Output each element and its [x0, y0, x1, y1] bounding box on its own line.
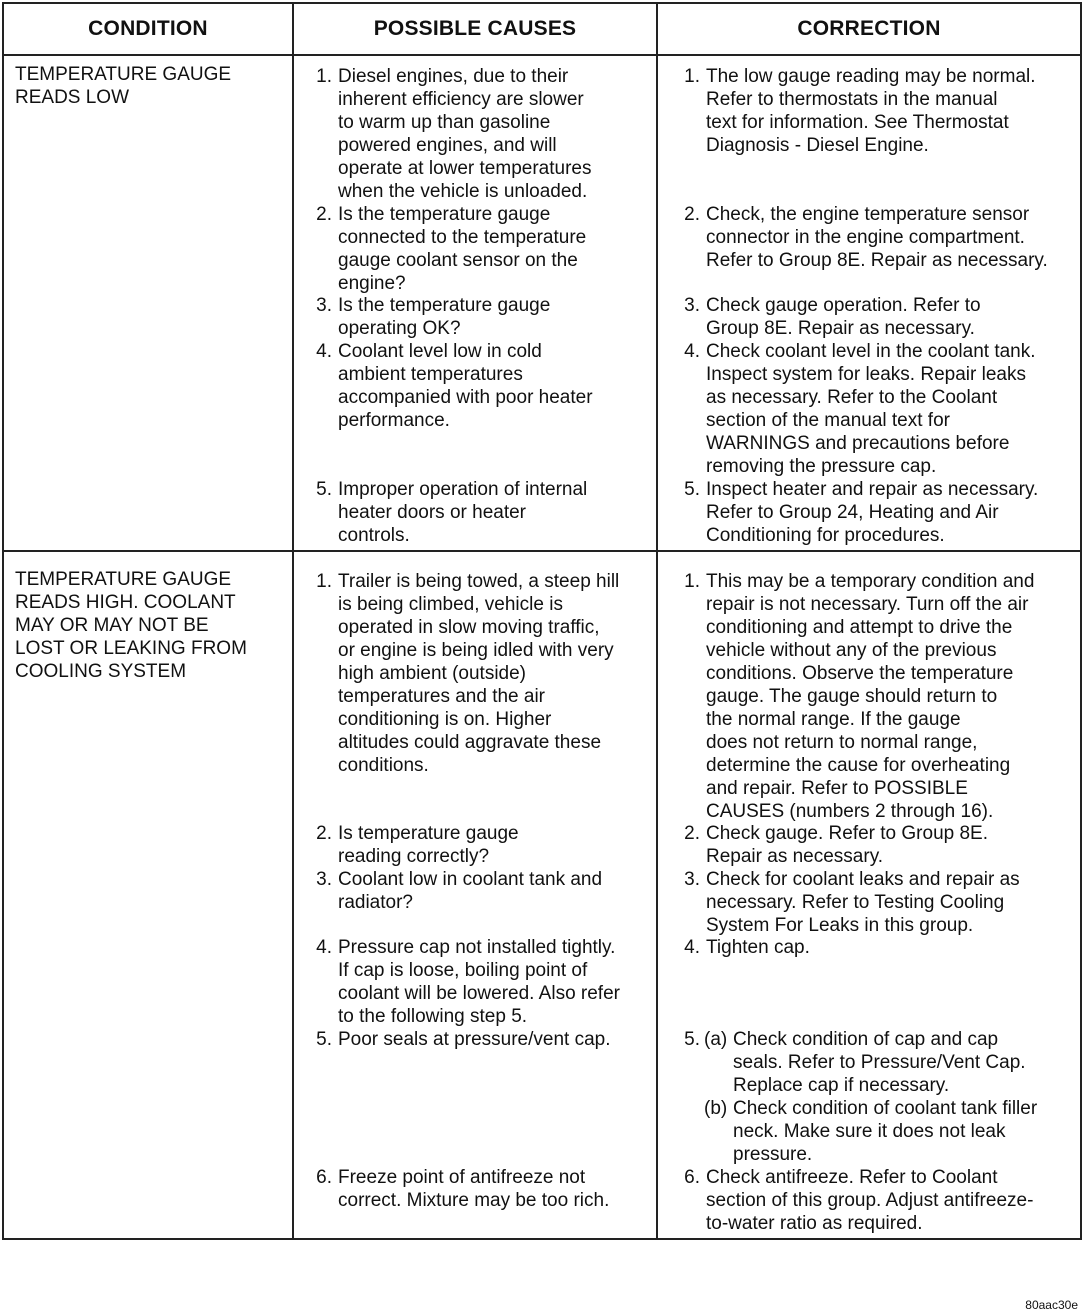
item-text: The low gauge reading may be normal. Refer to thermostats in the manual text for information. See Thermostat Diagnosis - Diesel Engine. [706, 66, 1036, 156]
item-text: Coolant low in coolant tank and radiator? [338, 869, 603, 913]
condition-cell: TEMPERATURE GAUGE READS HIGH. COOLANT MAY OR MAY NOT BE LOST OR LEAKING FROM COOLING SYSTEM [15, 569, 247, 682]
item-text: Inspect heater and repair as necessary. Refer to Group 24, Heating and Air Conditioning for procedures. [706, 479, 1039, 546]
item-text: Pressure cap not installed tightly. If cap is loose, boiling point of coolant will be lowered. Also refer to the following step 5. [338, 937, 620, 1027]
item-text: This may be a temporary condition and repair is not necessary. Turn off the air conditioning and attempt to drive the vehicle without any of the previous conditions. Observe the temperature gauge. The gauge should return to the normal range. If the gauge does not return to normal range, determine the cause for overheating and repair. Refer to POSSIBLE CAUSES (numbers 2 through 16). [706, 571, 1035, 822]
item-number: 5. [684, 1029, 700, 1050]
item-text: Check for coolant leaks and repair as necessary. Refer to Testing Cooling System For Leaks in this group. [706, 869, 1020, 936]
header-condition: CONDITION [88, 17, 208, 40]
item-text: Trailer is being towed, a steep hill is being climbed, vehicle is operated in slow moving traffic, or engine is being idled with very high ambient (outside) temperatures and the air conditioning is on. Higher altitudes could aggravate these conditions. [338, 571, 620, 776]
item-text: Check, the engine temperature sensor connector in the engine compartment. Refer to Group 8E. Repair as necessary. [706, 204, 1048, 271]
header-possible-causes: POSSIBLE CAUSES [373, 17, 577, 40]
item-text: Tighten cap. [706, 937, 810, 958]
item-text: Check antifreeze. Refer to Coolant section of this group. Adjust antifreeze- to-water ratio as required. [706, 1167, 1034, 1234]
item-text: Improper operation of internal heater doors or heater controls. [338, 479, 588, 546]
item-text: Is temperature gauge reading correctly? [338, 823, 519, 867]
item-number: 1. [316, 571, 332, 592]
item-number: 5. [316, 1029, 332, 1050]
item-number: 4. [684, 937, 700, 958]
item-number: 5. [684, 479, 700, 500]
item-number: 2. [316, 204, 332, 225]
item-number: 1. [316, 66, 332, 87]
item-number: 3. [684, 295, 700, 316]
item-number: 6. [316, 1167, 332, 1188]
item-text: Poor seals at pressure/vent cap. [338, 1029, 611, 1050]
item-number: 2. [684, 823, 700, 844]
item-number: 5. [316, 479, 332, 500]
sub-item-text: Check condition of coolant tank filler neck. Make sure it does not leak pressure. [733, 1098, 1038, 1165]
item-number: 1. [684, 66, 700, 87]
item-text: Is the temperature gauge operating OK? [338, 295, 551, 339]
diagnosis-table [2, 2, 1082, 1240]
item-number: 4. [316, 937, 332, 958]
figure-code: 80aac30e [1025, 1298, 1078, 1312]
item-text: Is the temperature gauge connected to the temperature gauge coolant sensor on the engine? [338, 204, 587, 294]
sub-item-text: Check condition of cap and cap seals. Refer to Pressure/Vent Cap. Replace cap if necessary. [733, 1029, 1026, 1096]
causes-cell [308, 4, 654, 1238]
column-divider [292, 4, 294, 1238]
item-text: Diesel engines, due to their inherent efficiency are slower to warm up than gasoline powered engines, and will operate at lower temperatures when the vehicle is unloaded. [338, 66, 592, 202]
item-number: 4. [316, 341, 332, 362]
item-text: Freeze point of antifreeze not correct. Mixture may be too rich. [338, 1167, 610, 1211]
item-number: 3. [316, 295, 332, 316]
condition-cell: TEMPERATURE GAUGE READS LOW [15, 64, 232, 108]
item-text: Check gauge operation. Refer to Group 8E. Repair as necessary. [706, 295, 981, 339]
sub-item-label: (a) [704, 1029, 728, 1050]
item-number: 4. [684, 341, 700, 362]
item-number: 3. [684, 869, 700, 890]
item-number: 3. [316, 869, 332, 890]
item-number: 2. [684, 204, 700, 225]
header-correction: CORRECTION [797, 17, 941, 40]
item-text: Check gauge. Refer to Group 8E. Repair as necessary. [706, 823, 988, 867]
correction-cell [676, 4, 1082, 1238]
sub-item-label: (b) [704, 1098, 728, 1119]
item-number: 1. [684, 571, 700, 592]
item-number: 2. [316, 823, 332, 844]
item-number: 6. [684, 1167, 700, 1188]
item-text: Check coolant level in the coolant tank. Inspect system for leaks. Repair leaks as necessary. Refer to the Coolant section of the manual text for WARNINGS and precautions before removing the pressure cap. [706, 341, 1036, 477]
item-text: Coolant level low in cold ambient temperatures accompanied with poor heater performance. [338, 341, 593, 431]
column-divider [656, 4, 658, 1238]
